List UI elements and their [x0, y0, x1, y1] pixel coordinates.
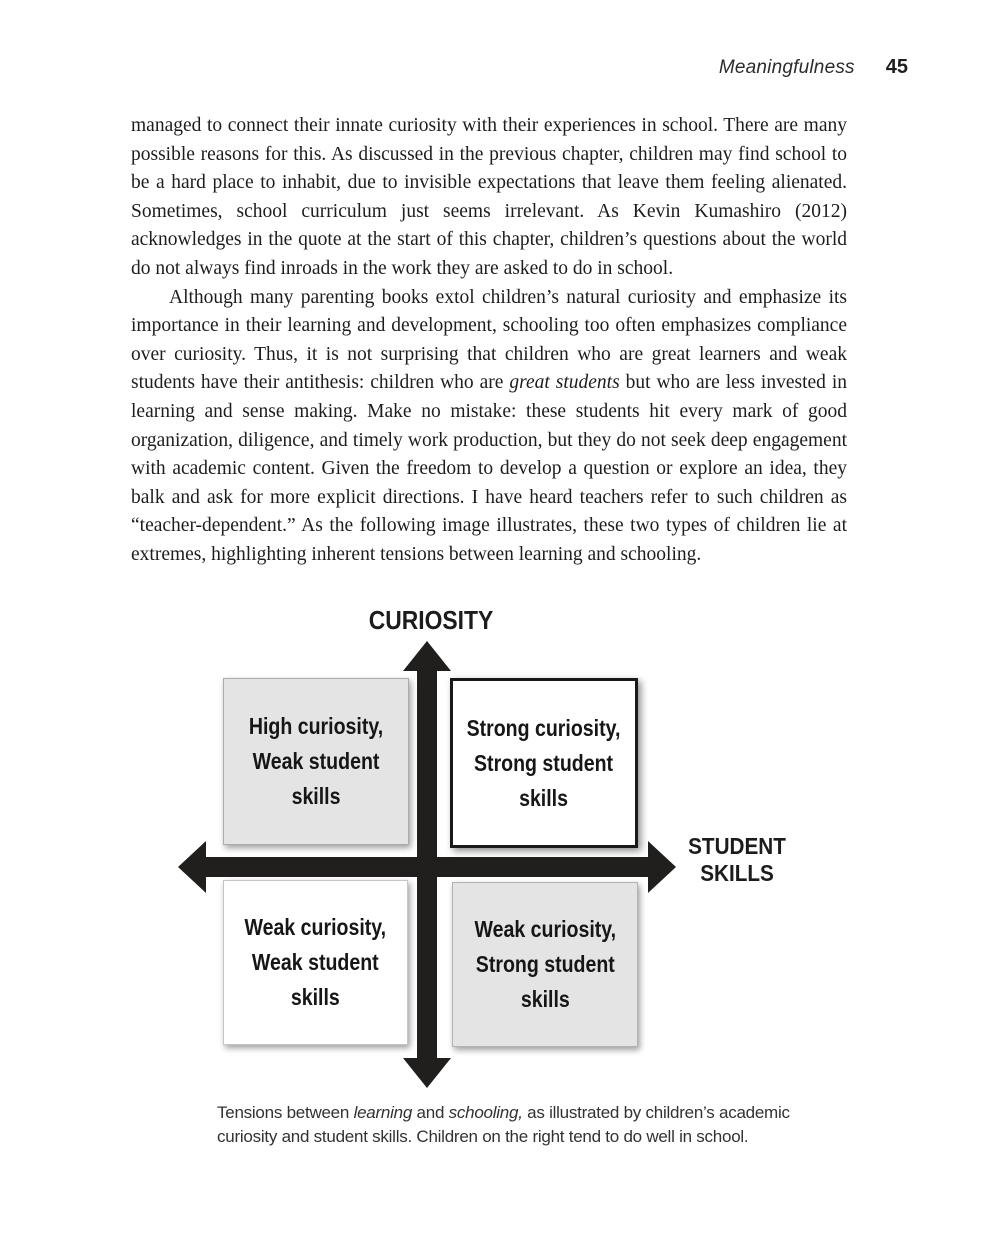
caption-text: and: [412, 1103, 449, 1122]
x-axis-label-line2: SKILLS: [700, 860, 774, 886]
paragraph-2-text-before: Although many parenting books extol children’s natural curiosity and emphasize its importance in their learning and development, schooling too often emphasizes compliance over curiosity. Thus, it is not surprising that children who are great learners and weak students have their antithesis: children who are: [131, 286, 847, 394]
quadrant-line: Weak student: [252, 949, 379, 975]
horizontal-axis-bar: [204, 857, 650, 877]
quadrant-box-label: [249, 709, 383, 814]
quadrant-line: Strong student: [475, 951, 615, 977]
quadrant-line: Weak curiosity,: [474, 916, 616, 942]
quadrant-line: Strong curiosity,: [467, 714, 621, 741]
caption-text: as illustrated by children’s academic curiosity and student skills. Children on the right tend to do well in school.: [217, 1103, 790, 1146]
down-arrowhead-icon: [403, 1058, 451, 1088]
running-title: Meaningfulness: [718, 57, 855, 78]
left-arrowhead-icon: [178, 841, 206, 893]
quadrant-box-high-curiosity-weak-skills: [223, 678, 409, 845]
vertical-axis-bar: [417, 666, 437, 1062]
caption-text: Tensions between: [217, 1103, 354, 1122]
quadrant-box-weak-curiosity-strong-skills: [452, 882, 638, 1047]
paragraph-1: [131, 112, 847, 284]
up-arrowhead-icon: [403, 641, 451, 671]
caption-italic-schooling: schooling,: [448, 1103, 523, 1122]
figure-caption: [217, 1101, 825, 1148]
quadrant-box-weak-curiosity-weak-skills: [223, 880, 408, 1045]
body-text: [131, 112, 847, 570]
quadrant-line: Weak student: [252, 748, 380, 774]
quadrant-line: Weak curiosity,: [244, 914, 387, 940]
quadrant-box-label: [245, 910, 387, 1015]
paragraph-2-text-after: but who are less invested in learning and sense making. Make no mistake: these students hit every mark of good organization, diligence, and timely work production, but they do not seek deep engagement with academic content. Given the freedom to develop a question or explore an idea, they balk and ask for more explicit directions. I have heard teachers refer to such children as “teacher-dependent.” As the following image illustrates, these two types of children lie at extremes, highlighting inherent tensions between learning and schooling.: [131, 372, 847, 565]
paragraph-1-text: managed to connect their innate curiosity with their experiences in school. There are many possible reasons for this. As discussed in the previous chapter, children may find school to be a hard place to inhabit, due to invisible expectations that leave them feeling alienated. Sometimes, school curriculum just seems irrelevant. As Kevin Kumashiro (2012) acknowledges in the quote at the start of this chapter, children’s questions about the world do not always find inroads in the work they are asked to do in school.: [131, 115, 847, 279]
caption-italic-learning: learning: [353, 1103, 413, 1122]
x-axis-label-line1: STUDENT: [688, 833, 786, 859]
quadrant-line: High curiosity,: [248, 713, 384, 739]
paragraph-2: [131, 284, 847, 570]
paragraph-2-italic-phrase: great students: [509, 372, 620, 394]
quadrant-line: skills: [291, 783, 341, 809]
quadrant-line: skills: [291, 984, 340, 1010]
quadrant-box-label: [467, 711, 621, 816]
y-axis-label-curiosity: CURIOSITY: [368, 605, 494, 635]
quadrant-box-label: [474, 912, 616, 1017]
quadrant-box-strong-curiosity-strong-skills: [450, 678, 638, 848]
quadrant-line: skills: [519, 784, 569, 811]
page-number: 45: [885, 56, 908, 78]
quadrant-line: skills: [520, 986, 570, 1012]
right-arrowhead-icon: [648, 841, 676, 893]
running-header: [719, 56, 908, 79]
quadrant-line: Strong student: [474, 749, 614, 776]
x-axis-label-student-skills: [686, 833, 789, 887]
